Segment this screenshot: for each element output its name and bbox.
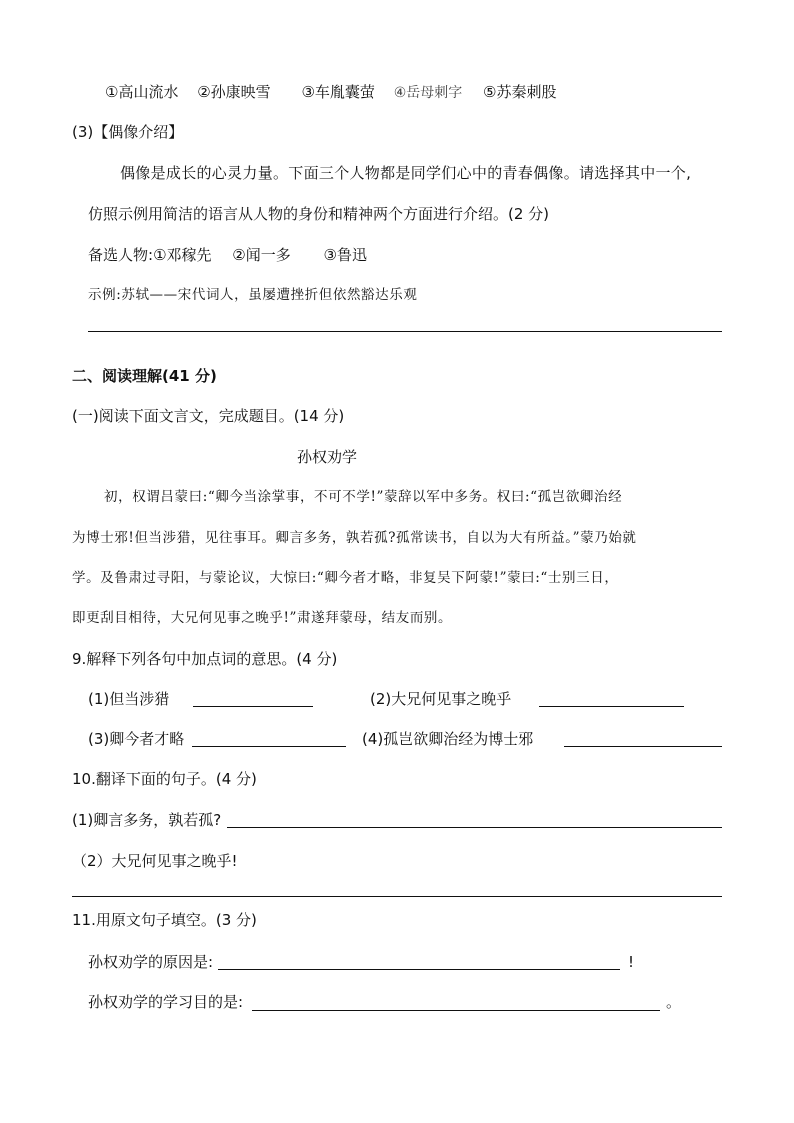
option-4: ④岳母刺字 (393, 85, 463, 101)
q3-paragraph-2: 仿照示例用简洁的语言从人物的身份和精神两个方面进行介绍。(2 分) (88, 205, 550, 223)
q3-paragraph-1: 偶像是成长的心灵力量。下面三个人物都是同学们心中的青春偶像。请选择其中一个, (120, 164, 692, 182)
option-2: ②孙康映雪 (197, 83, 271, 101)
q3-candidates (88, 245, 367, 265)
candidate-2: ②闻一多 (232, 246, 291, 264)
options-line (105, 82, 557, 103)
passage-title: 孙权劝学 (297, 448, 358, 466)
section-2-heading: 二、阅读理解(41 分) (72, 367, 217, 385)
candidate-1: ①邓稼先 (153, 246, 212, 264)
q9-item-2: (2)大兄何见事之晚乎 (370, 690, 512, 708)
section-2-sub-1: (一)阅读下面文言文，完成题目。(14 分) (72, 407, 345, 425)
option-1: ①高山流水 (105, 83, 179, 101)
option-3: ③车胤囊萤 (301, 83, 375, 101)
q10-stem: 10.翻译下面的句子。(4 分) (72, 770, 257, 788)
q10-item-2-answer-line[interactable] (72, 896, 722, 897)
q9-item-3-blank[interactable] (192, 746, 346, 747)
candidate-3: ③鲁迅 (323, 246, 367, 264)
q3-answer-line[interactable] (88, 331, 722, 332)
q10-item-1: (1)卿言多务，孰若孤? (72, 811, 222, 829)
candidates-label: 备选人物: (88, 246, 154, 264)
passage-line-4: 即更刮目相待，大兄何见事之晚乎!”肃遂拜蒙母，结友而别。 (72, 610, 453, 626)
q11-item-2-end: 。 (666, 993, 682, 1011)
q9-item-2-blank[interactable] (539, 706, 684, 707)
option-5: ⑤苏秦刺股 (483, 83, 557, 101)
q9-item-4: (4)孤岂欲卿治经为博士邪 (362, 730, 534, 748)
q9-item-1-blank[interactable] (193, 706, 313, 707)
q11-item-1-blank[interactable] (218, 969, 620, 970)
q11-item-1-end: ! (628, 953, 635, 971)
q11-item-2: 孙权劝学的学习目的是: (88, 993, 244, 1011)
q9-item-4-blank[interactable] (564, 746, 722, 747)
passage-line-2: 为博士邪!但当涉猎，见往事耳。卿言多务，孰若孤?孤常读书，自以为大有所益。”蒙乃始就 (72, 530, 637, 546)
q10-item-2: （2）大兄何见事之晚乎! (72, 852, 238, 870)
q9-item-1: (1)但当涉猎 (88, 690, 170, 708)
q3-example: 示例:苏轼——宋代词人，虽屡遭挫折但依然豁达乐观 (88, 287, 418, 303)
passage-line-1: 初，权谓吕蒙曰:“卿今当涂掌事，不可不学!”蒙辞以军中多务。权曰:“孤岂欲卿治经 (104, 489, 623, 505)
q10-item-1-blank[interactable] (227, 827, 722, 828)
q11-stem: 11.用原文句子填空。(3 分) (72, 911, 257, 929)
q11-item-1: 孙权劝学的原因是: (88, 953, 214, 971)
q3-heading: (3)【偶像介绍】 (72, 123, 184, 141)
q9-stem: 9.解释下列各句中加点词的意思。(4 分) (72, 650, 338, 668)
passage-line-3: 学。及鲁肃过寻阳，与蒙论议，大惊曰:“卿今者才略，非复吴下阿蒙!”蒙曰:“士别三日， (72, 570, 619, 586)
q11-item-2-blank[interactable] (252, 1010, 660, 1011)
q9-item-3: (3)卿今者才略 (88, 730, 185, 748)
